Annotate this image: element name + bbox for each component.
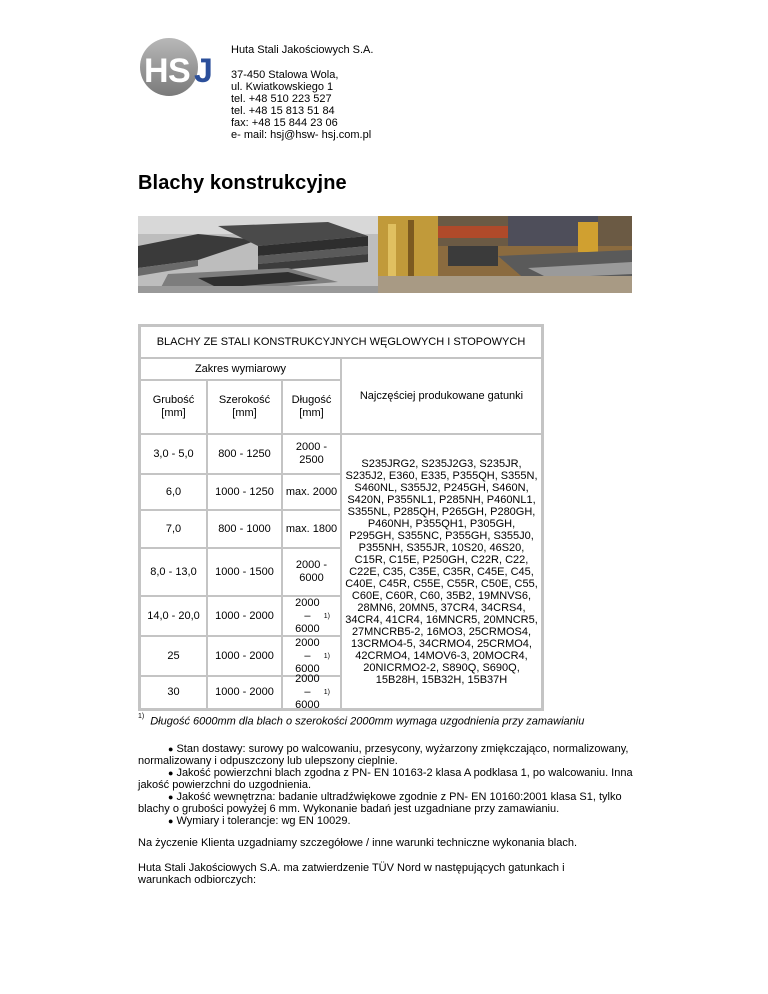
- cell-width: 1000 - 2000: [207, 676, 282, 709]
- length-value: 2000 – 6000: [295, 673, 320, 711]
- list-item-text: Wymiary i tolerancje: wg EN 10029.: [176, 815, 351, 827]
- list-item: [138, 767, 638, 779]
- steel-mill-photo: [378, 216, 632, 293]
- list-item: [138, 815, 638, 827]
- footnote-mark: 1): [138, 713, 145, 720]
- cell-length: [282, 596, 341, 636]
- grades-header: Najczęściej produkowane gatunki: [341, 358, 542, 434]
- length-value: 2000 – 6000: [295, 596, 320, 635]
- list-item: [138, 743, 638, 755]
- footnote: [138, 715, 584, 728]
- table-caption: BLACHY ZE STALI KONSTRUKCYJNYCH WĘGLOWYCH I STOPOWYCH: [140, 326, 542, 358]
- cell-width: 1000 - 2000: [207, 596, 282, 636]
- cell-length: 2000 - 6000: [282, 548, 341, 596]
- cell-length: max. 1800: [282, 510, 341, 548]
- cell-thickness: 25: [140, 636, 207, 676]
- col-header-length: Długość [mm]: [282, 380, 341, 434]
- hsj-logo: [138, 37, 230, 97]
- phone-line: tel. +48 510 223 527: [231, 93, 332, 105]
- bullet-icon: ●: [168, 744, 174, 754]
- cell-length: [282, 636, 341, 676]
- list-item-continuation: normalizowany i odpuszczony lub ulepszony cieplnie.: [138, 755, 398, 767]
- bullet-icon: ●: [168, 792, 174, 802]
- list-item-continuation: blachy o grubości powyżej 6 mm. Wykonanie badań jest uzgadniane przy zamawianiu.: [138, 803, 560, 815]
- email-line: e- mail: hsj@hsw- hsj.com.pl: [231, 129, 372, 141]
- list-item-continuation: jakość powierzchni do uzgodnienia.: [138, 779, 312, 791]
- footnote-ref: 1): [323, 652, 330, 660]
- steel-plates-photo: [138, 216, 378, 293]
- list-item-text: Jakość wewnętrzna: badanie ultradźwiękowe zgodnie z PN- EN 10160:2001 klasa S1, tylko: [176, 791, 622, 803]
- cell-thickness: 8,0 - 13,0: [140, 548, 207, 596]
- footnote-ref: 1): [323, 612, 330, 620]
- footnote-ref: 1): [323, 689, 330, 696]
- cell-width: 1000 - 2000: [207, 636, 282, 676]
- list-item-text: Jakość powierzchni blach zgodna z PN- EN 10163-2 klasa A podklasa 1, po walcowaniu. Inna: [176, 767, 633, 779]
- cell-thickness: 30: [140, 676, 207, 709]
- bullet-icon: ●: [168, 768, 174, 778]
- range-header: Zakres wymiarowy: [140, 358, 341, 380]
- cell-width: 1000 - 1500: [207, 548, 282, 596]
- tuv-approval-paragraph: Huta Stali Jakościowych S.A. ma zatwierdzenie TÜV Nord w następujących gatunkach i warunkach odbiorczych:: [138, 862, 565, 886]
- col-header-thickness: Grubość [mm]: [140, 380, 207, 434]
- company-address: [231, 69, 371, 141]
- cell-width: 800 - 1250: [207, 434, 282, 474]
- list-item: [138, 791, 638, 803]
- cell-thickness: 3,0 - 5,0: [140, 434, 207, 474]
- grades-list: S235JRG2, S235J2G3, S235JR, S235J2, E360, E335, P355QH, S355N, S460NL, S355J2, P245GH, S460N, S420N, P355NL1, P285NH, P460NL1, S355NL, P285QH, P265GH, P280GH, P460NH, P355QH1, P305GH, P295GH, S355NC, P355GH, S355J0, P355NH, S355JR, 10S20, 46S20, C15R, C15E, P250GH, C22R, C22, C22E, C35, C35E, C35R, C45E, C45, C40E, C45R, C55E, C55R, C50E, C55, C60E, C60R, C60, 35B2, 19MNVS6, 28MN6, 20MN5, 37CR4, 34CRS4, 34CR4, 41CR4, 16MNCR5, 20MNCR5, 27MNCRB5-2, 16MO3, 25CRMOS4, 13CRMO4-5, 34CRMO4, 25CRMO4, 42CRMO4, 14MOV6-3, 20MOCR4, 20NICRMO2-2, S890Q, S690Q, 15B28H, 15B32H, 15B37H: [341, 434, 542, 709]
- cell-thickness: 6,0: [140, 474, 207, 510]
- bullet-icon: ●: [168, 816, 174, 826]
- svg-text:S: S: [168, 52, 191, 90]
- footnote-text: Długość 6000mm dla blach o szerokości 2000mm wymaga uzgodnienia przy zamawianiu: [150, 715, 585, 728]
- grades-table: [138, 324, 544, 711]
- cell-width: 1000 - 1250: [207, 474, 282, 510]
- length-value: 2000 – 6000: [295, 636, 320, 675]
- company-name: Huta Stali Jakościowych S.A.: [231, 44, 374, 56]
- cell-length: 2000 - 2500: [282, 434, 341, 474]
- custom-terms-paragraph: Na życzenie Klienta uzgadniamy szczegółowe / inne warunki techniczne wykonania blach.: [138, 837, 578, 849]
- cell-thickness: 14,0 - 20,0: [140, 596, 207, 636]
- address-line: 37-450 Stalowa Wola,: [231, 69, 339, 81]
- address-line: ul. Kwiatkowskiego 1: [231, 81, 334, 93]
- phone-line: tel. +48 15 813 51 84: [231, 105, 335, 117]
- cell-length: [282, 673, 341, 711]
- cell-width: 800 - 1000: [207, 510, 282, 548]
- delivery-conditions-list: [138, 743, 638, 827]
- list-item-text: Stan dostawy: surowy po walcowaniu, przesycony, wyżarzony zmiękczająco, normalizowany,: [176, 743, 629, 755]
- col-header-width: Szerokość [mm]: [207, 380, 282, 434]
- page-title: Blachy konstrukcyjne: [138, 172, 347, 194]
- svg-text:H: H: [144, 52, 169, 90]
- fax-line: fax: +48 15 844 23 06: [231, 117, 338, 129]
- svg-text:J: J: [194, 52, 213, 90]
- cell-thickness: 7,0: [140, 510, 207, 548]
- cell-length: max. 2000: [282, 474, 341, 510]
